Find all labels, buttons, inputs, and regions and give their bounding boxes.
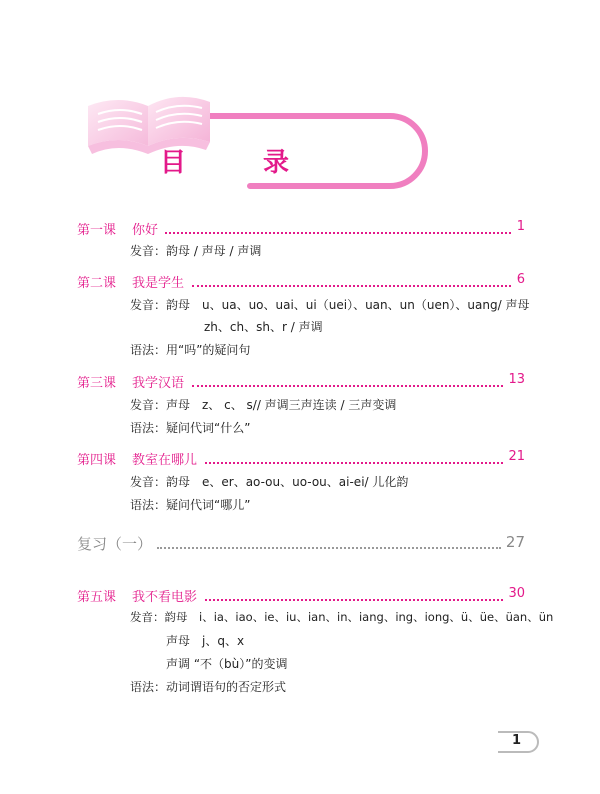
toc-sub-item: 语法：用“吗”的疑问句 bbox=[130, 343, 251, 357]
toc-entry-lesson-1[interactable] bbox=[77, 219, 525, 237]
toc-sub-item: 发音：声母 z、 c、 s// 声调三声连读 / 三声变调 bbox=[130, 398, 397, 412]
leader-dots bbox=[205, 586, 503, 601]
toc-entry-review-1[interactable] bbox=[77, 533, 525, 553]
lesson-title: 我不看电影 bbox=[132, 590, 198, 605]
toc-sub-item: 发音：韵母 e、er、ao-ou、uo-ou、ai-ei/ 儿化韵 bbox=[130, 475, 409, 489]
toc-sub-item: 声母 j、q、x bbox=[166, 634, 245, 648]
toc-sub-item: zh、ch、sh、r / 声调 bbox=[204, 320, 323, 334]
lesson-title: 我是学生 bbox=[132, 276, 185, 291]
toc-entry-lesson-5[interactable] bbox=[77, 586, 525, 604]
toc-sub-item: 发音：韵母 u、ua、uo、uai、ui（uei）、uan、un（uen）、uang/ 声母 bbox=[130, 298, 530, 312]
lesson-title: 你好 bbox=[132, 223, 159, 238]
toc-sub-item: 语法：疑问代词“哪儿” bbox=[130, 498, 251, 512]
toc-entry-lesson-4[interactable] bbox=[77, 449, 525, 467]
leader-dots bbox=[157, 533, 501, 549]
leader-dots bbox=[192, 272, 511, 287]
lesson-number: 第五课 bbox=[77, 590, 117, 605]
leader-dots bbox=[192, 372, 503, 387]
page-ref: 6 bbox=[516, 272, 525, 287]
toc-sub-item: 语法：动词谓语句的否定形式 bbox=[130, 680, 287, 694]
toc-entry-lesson-2[interactable] bbox=[77, 272, 525, 290]
page-ref: 27 bbox=[505, 533, 525, 551]
review-title: 复习（一） bbox=[77, 535, 153, 553]
lesson-title: 我学汉语 bbox=[132, 376, 185, 391]
toc-sub-item: 发音：韵母 i、ia、iao、ie、iu、ian、in、iang、ing、iong、ü、üe、üan、ün bbox=[130, 610, 554, 624]
lesson-number: 第三课 bbox=[77, 376, 117, 391]
leader-dots bbox=[205, 449, 503, 464]
toc-sub-item: 发音：韵母 / 声母 / 声调 bbox=[130, 244, 262, 258]
page-ref: 13 bbox=[508, 372, 525, 387]
lesson-number: 第二课 bbox=[77, 276, 117, 291]
leader-dots bbox=[165, 219, 511, 234]
lesson-number: 第四课 bbox=[77, 453, 117, 468]
page-ref: 21 bbox=[508, 449, 525, 464]
page-title: 目 录 bbox=[160, 148, 324, 178]
toc-sub-item: 声调 “不（bù）”的变调 bbox=[166, 657, 288, 671]
page-number: 1 bbox=[512, 733, 522, 748]
page-ref: 30 bbox=[508, 586, 525, 601]
page-ref: 1 bbox=[516, 219, 525, 234]
toc-entry-lesson-3[interactable] bbox=[77, 372, 525, 390]
lesson-number: 第一课 bbox=[77, 223, 117, 238]
toc-sub-item: 语法：疑问代词“什么” bbox=[130, 421, 251, 435]
lesson-title: 教室在哪儿 bbox=[132, 453, 198, 468]
